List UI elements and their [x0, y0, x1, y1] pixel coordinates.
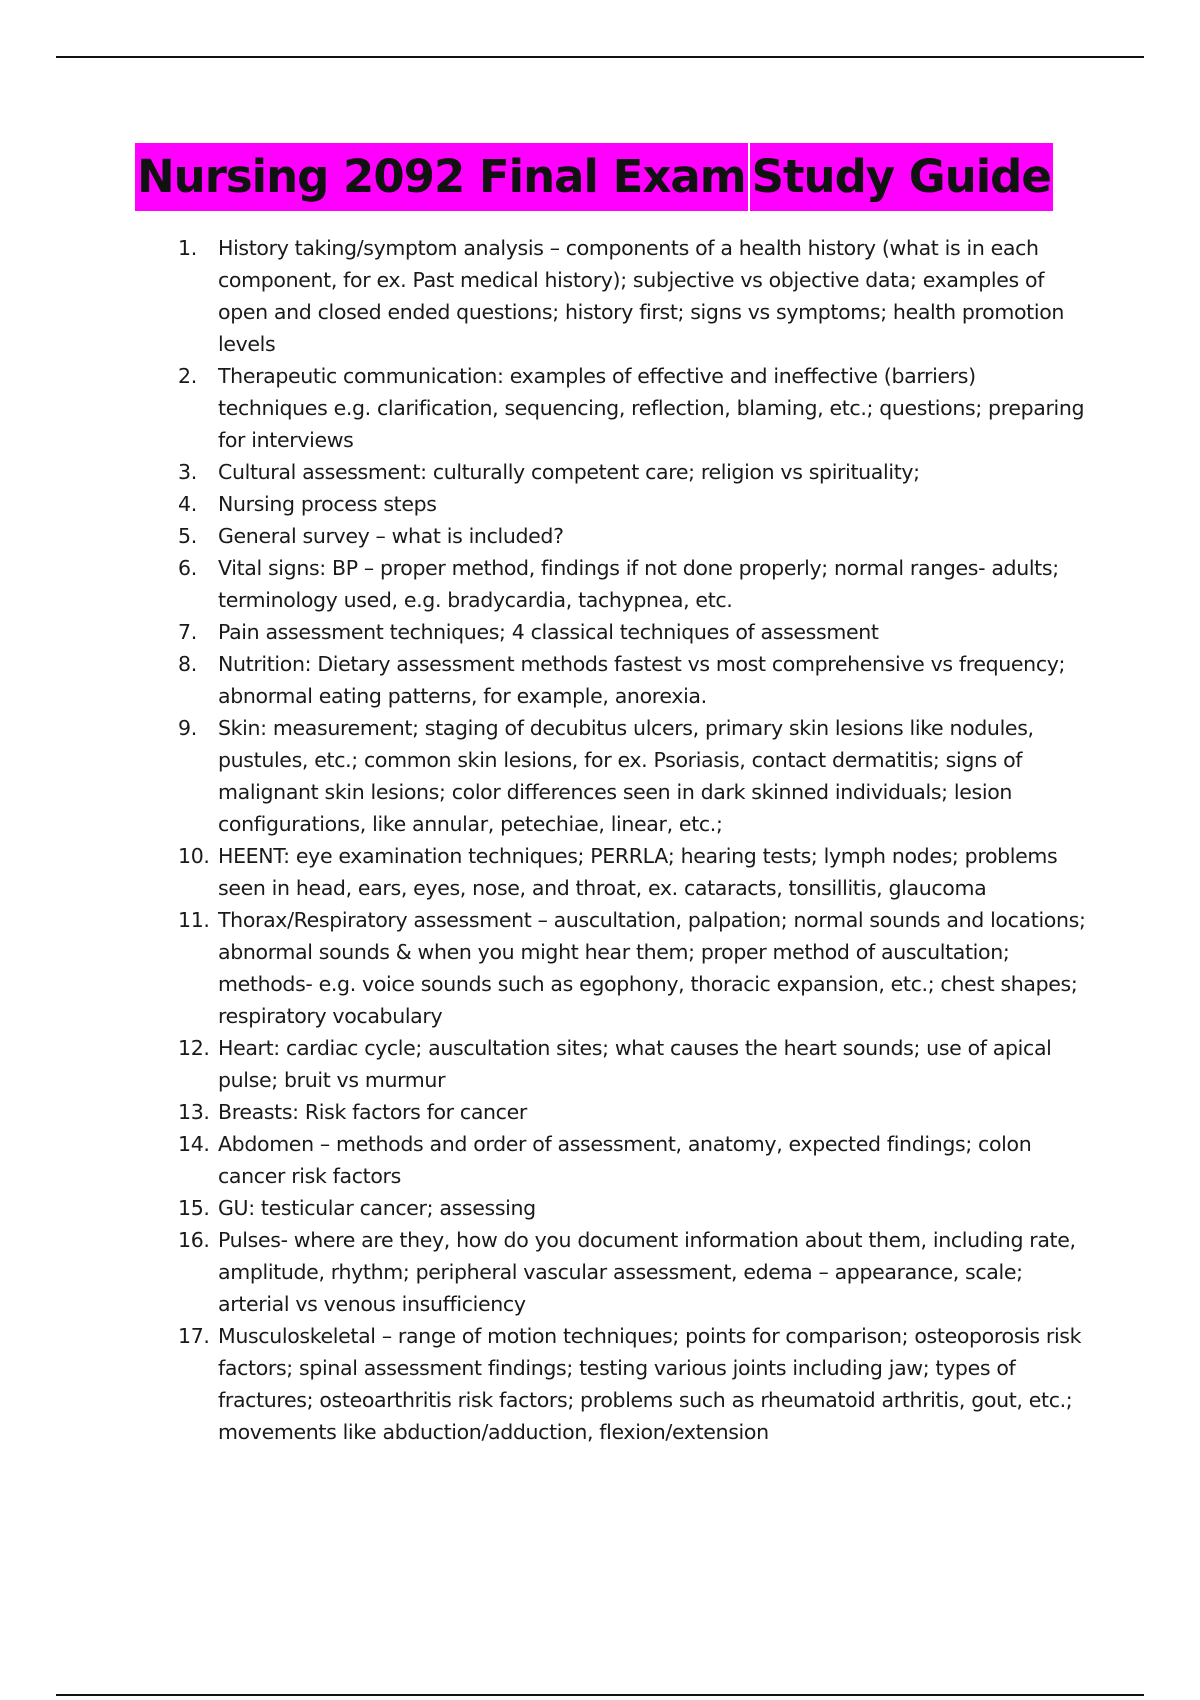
- item-number: 5.: [178, 524, 197, 548]
- list-item: [0, 520, 1200, 552]
- study-topic-list: [0, 232, 1200, 1448]
- item-number: 7.: [178, 620, 197, 644]
- item-number: 2.: [178, 364, 197, 388]
- title-part-guide: Study Guide: [750, 143, 1053, 211]
- item-text: Pain assessment techniques; 4 classical techniques of assessment: [218, 620, 879, 644]
- item-text: Cultural assessment: culturally competent care; religion vs spirituality;: [218, 460, 920, 484]
- item-number: 12.: [178, 1036, 210, 1060]
- item-number: 15.: [178, 1196, 210, 1220]
- item-number: 1.: [178, 236, 197, 260]
- list-item: [0, 712, 1200, 840]
- list-item: [0, 488, 1200, 520]
- item-number: 4.: [178, 492, 197, 516]
- item-number: 11.: [178, 908, 210, 932]
- list-item: [0, 360, 1200, 456]
- list-item: [0, 1032, 1200, 1096]
- item-number: 16.: [178, 1228, 210, 1252]
- header-rule: [56, 56, 1144, 58]
- item-number: 14.: [178, 1132, 210, 1156]
- list-item: [0, 1320, 1200, 1448]
- item-text: Pulses- where are they, how do you document information about them, including rate, amplitude, rhythm; peripheral vascular assessment, edema – appearance, scale; arterial vs venous insufficiency: [218, 1228, 1076, 1316]
- item-text: Heart: cardiac cycle; auscultation sites; what causes the heart sounds; use of apical pulse; bruit vs murmur: [218, 1036, 1052, 1092]
- list-item: [0, 1224, 1200, 1320]
- list-item: [0, 456, 1200, 488]
- item-text: Nursing process steps: [218, 492, 437, 516]
- list-item: [0, 1192, 1200, 1224]
- item-text: Vital signs: BP – proper method, findings if not done properly; normal ranges- adults; terminology used, e.g. bradycardia, tachypnea, etc.: [218, 556, 1059, 612]
- list-item: [0, 552, 1200, 616]
- list-item: [0, 1096, 1200, 1128]
- item-text: Therapeutic communication: examples of effective and ineffective (barriers) techniques e.g. clarification, sequencing, reflection, blaming, etc.; questions; preparing for interviews: [218, 364, 1085, 452]
- item-text: HEENT: eye examination techniques; PERRLA; hearing tests; lymph nodes; problems seen in head, ears, eyes, nose, and throat, ex. cataracts, tonsillitis, glaucoma: [218, 844, 1058, 900]
- item-number: 6.: [178, 556, 197, 580]
- list-item: [0, 904, 1200, 1032]
- item-number: 3.: [178, 460, 197, 484]
- list-item: [0, 616, 1200, 648]
- item-number: 13.: [178, 1100, 210, 1124]
- item-text: History taking/symptom analysis – components of a health history (what is in each component, for ex. Past medical history); subjective vs objective data; examples of open and closed ended questions; history first; signs vs symptoms; health promotion levels: [218, 236, 1065, 356]
- list-item: [0, 232, 1200, 360]
- title-part-course: Nursing 2092 Final Exam: [135, 143, 748, 211]
- item-number: 9.: [178, 716, 197, 740]
- item-text: Nutrition: Dietary assessment methods fastest vs most comprehensive vs frequency; abnormal eating patterns, for example, anorexia.: [218, 652, 1066, 708]
- item-number: 10.: [178, 844, 210, 868]
- item-text: Thorax/Respiratory assessment – auscultation, palpation; normal sounds and locations; abnormal sounds & when you might hear them; proper method of auscultation; methods- e.g. voice sounds such as egophony, thoracic expansion, etc.; chest shapes; respiratory vocabulary: [218, 908, 1086, 1028]
- item-number: 8.: [178, 652, 197, 676]
- list-item: [0, 648, 1200, 712]
- item-text: GU: testicular cancer; assessing: [218, 1196, 536, 1220]
- item-text: General survey – what is included?: [218, 524, 564, 548]
- page-title: [135, 143, 1053, 211]
- list-item: [0, 1128, 1200, 1192]
- item-text: Skin: measurement; staging of decubitus ulcers, primary skin lesions like nodules, pustules, etc.; common skin lesions, for ex. Psoriasis, contact dermatitis; signs of malignant skin lesions; color differences seen in dark skinned individuals; lesion configurations, like annular, petechiae, linear, etc.;: [218, 716, 1034, 836]
- item-number: 17.: [178, 1324, 210, 1348]
- item-text: Abdomen – methods and order of assessment, anatomy, expected findings; colon cancer risk factors: [218, 1132, 1032, 1188]
- footer-rule: [56, 1694, 1144, 1696]
- item-text: Musculoskeletal – range of motion techniques; points for comparison; osteoporosis risk factors; spinal assessment findings; testing various joints including jaw; types of fractures; osteoarthritis risk factors; problems such as rheumatoid arthritis, gout, etc.; movements like abduction/adduction, flexion/extension: [218, 1324, 1082, 1444]
- list-item: [0, 840, 1200, 904]
- item-text: Breasts: Risk factors for cancer: [218, 1100, 527, 1124]
